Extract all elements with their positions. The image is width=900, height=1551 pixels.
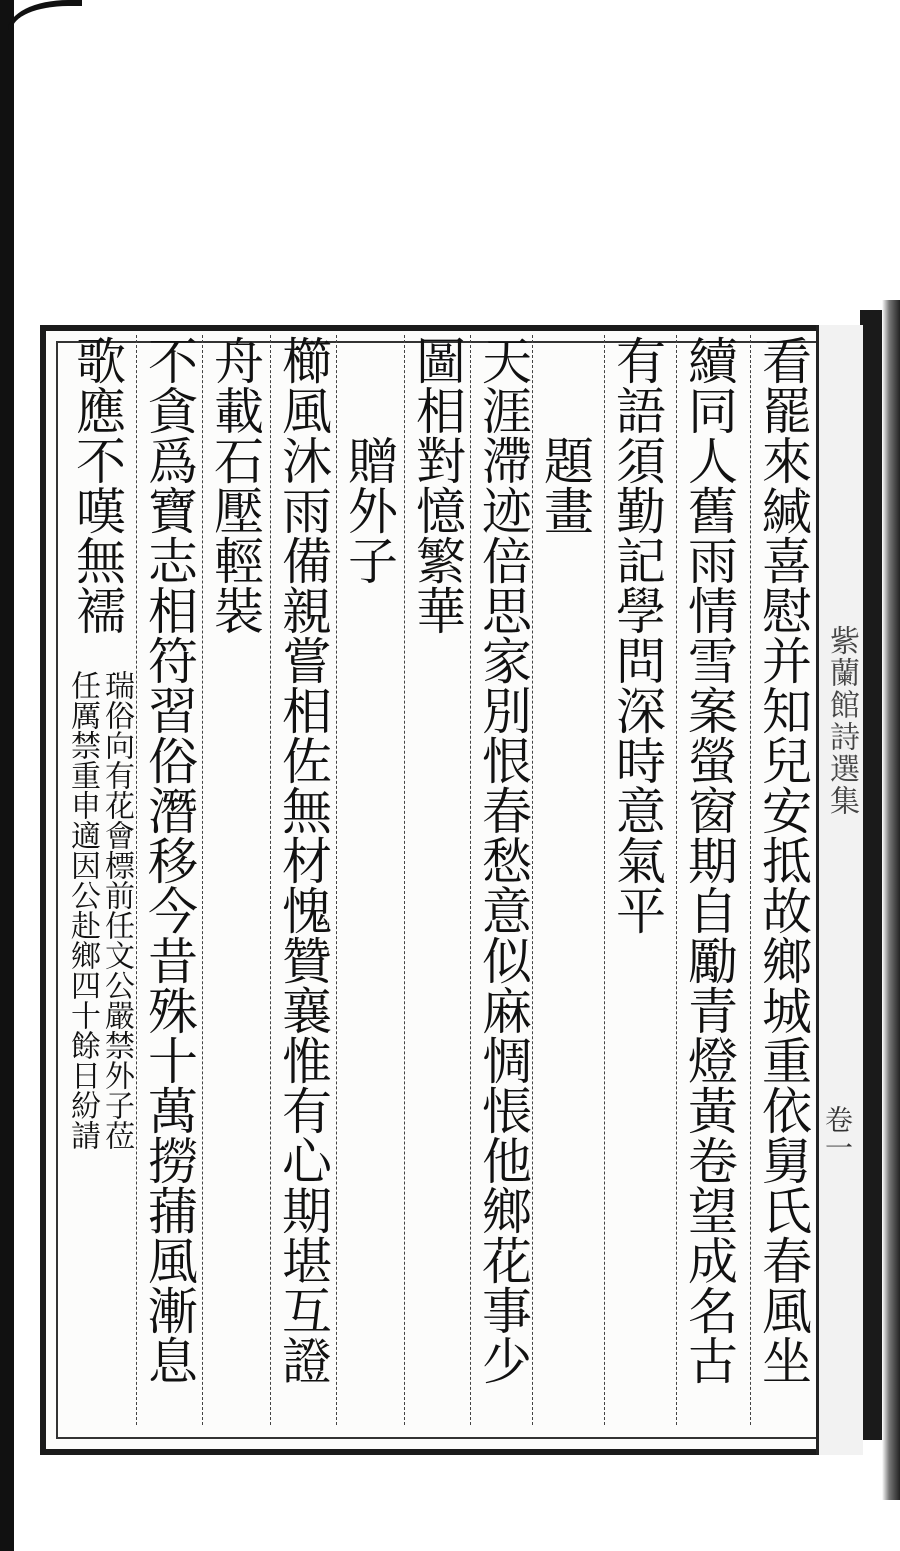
banxin-page-label: 卷一: [821, 1105, 854, 1161]
page-edge-dark: [860, 310, 882, 1440]
text-column-2: 續同人舊雨情雪案螢窗期自勵青燈黃卷望成名古: [676, 335, 742, 1425]
banxin-title: 紫蘭館詩選集: [824, 625, 859, 817]
text-column-10: 不貪爲寶志相符習俗潛移今昔殊十萬撈蒱風漸息: [136, 335, 202, 1425]
poem-title-zengwaizi: 贈外子: [336, 335, 402, 1425]
binding-curve: [8, 0, 82, 46]
page-edge-shadow: [882, 300, 900, 1500]
text-column-9: 舟載石壓輕裝: [202, 335, 268, 1425]
binding-gutter: [0, 0, 14, 1551]
text-column-8: 櫛風沐雨備親嘗相佐無材愧贊襄惟有心期堪互證: [270, 335, 336, 1425]
banxin-center-column: [816, 325, 863, 1455]
text-column-6: 圖相對憶繁華: [404, 335, 470, 1425]
text-column-3: 有語須勤記學問深時意氣平: [604, 335, 670, 1425]
annotation-column-a: 瑞俗向有花會標前任文公嚴禁外子莅: [99, 670, 134, 1150]
text-column-1: 看罷來緘喜慰并知兒安抵故鄉城重依舅氏春風坐: [750, 335, 816, 1425]
text-column-11-main: 歌應不嘆無襦: [68, 335, 126, 635]
poem-title-tihua: 題畫: [532, 335, 598, 1425]
annotation-column-b: 任厲禁重申適因公赴鄉四十餘日紛請: [65, 670, 100, 1150]
text-column-5: 天涯滯迹倍思家別恨春愁意似麻惆悵他鄉花事少: [470, 335, 536, 1425]
